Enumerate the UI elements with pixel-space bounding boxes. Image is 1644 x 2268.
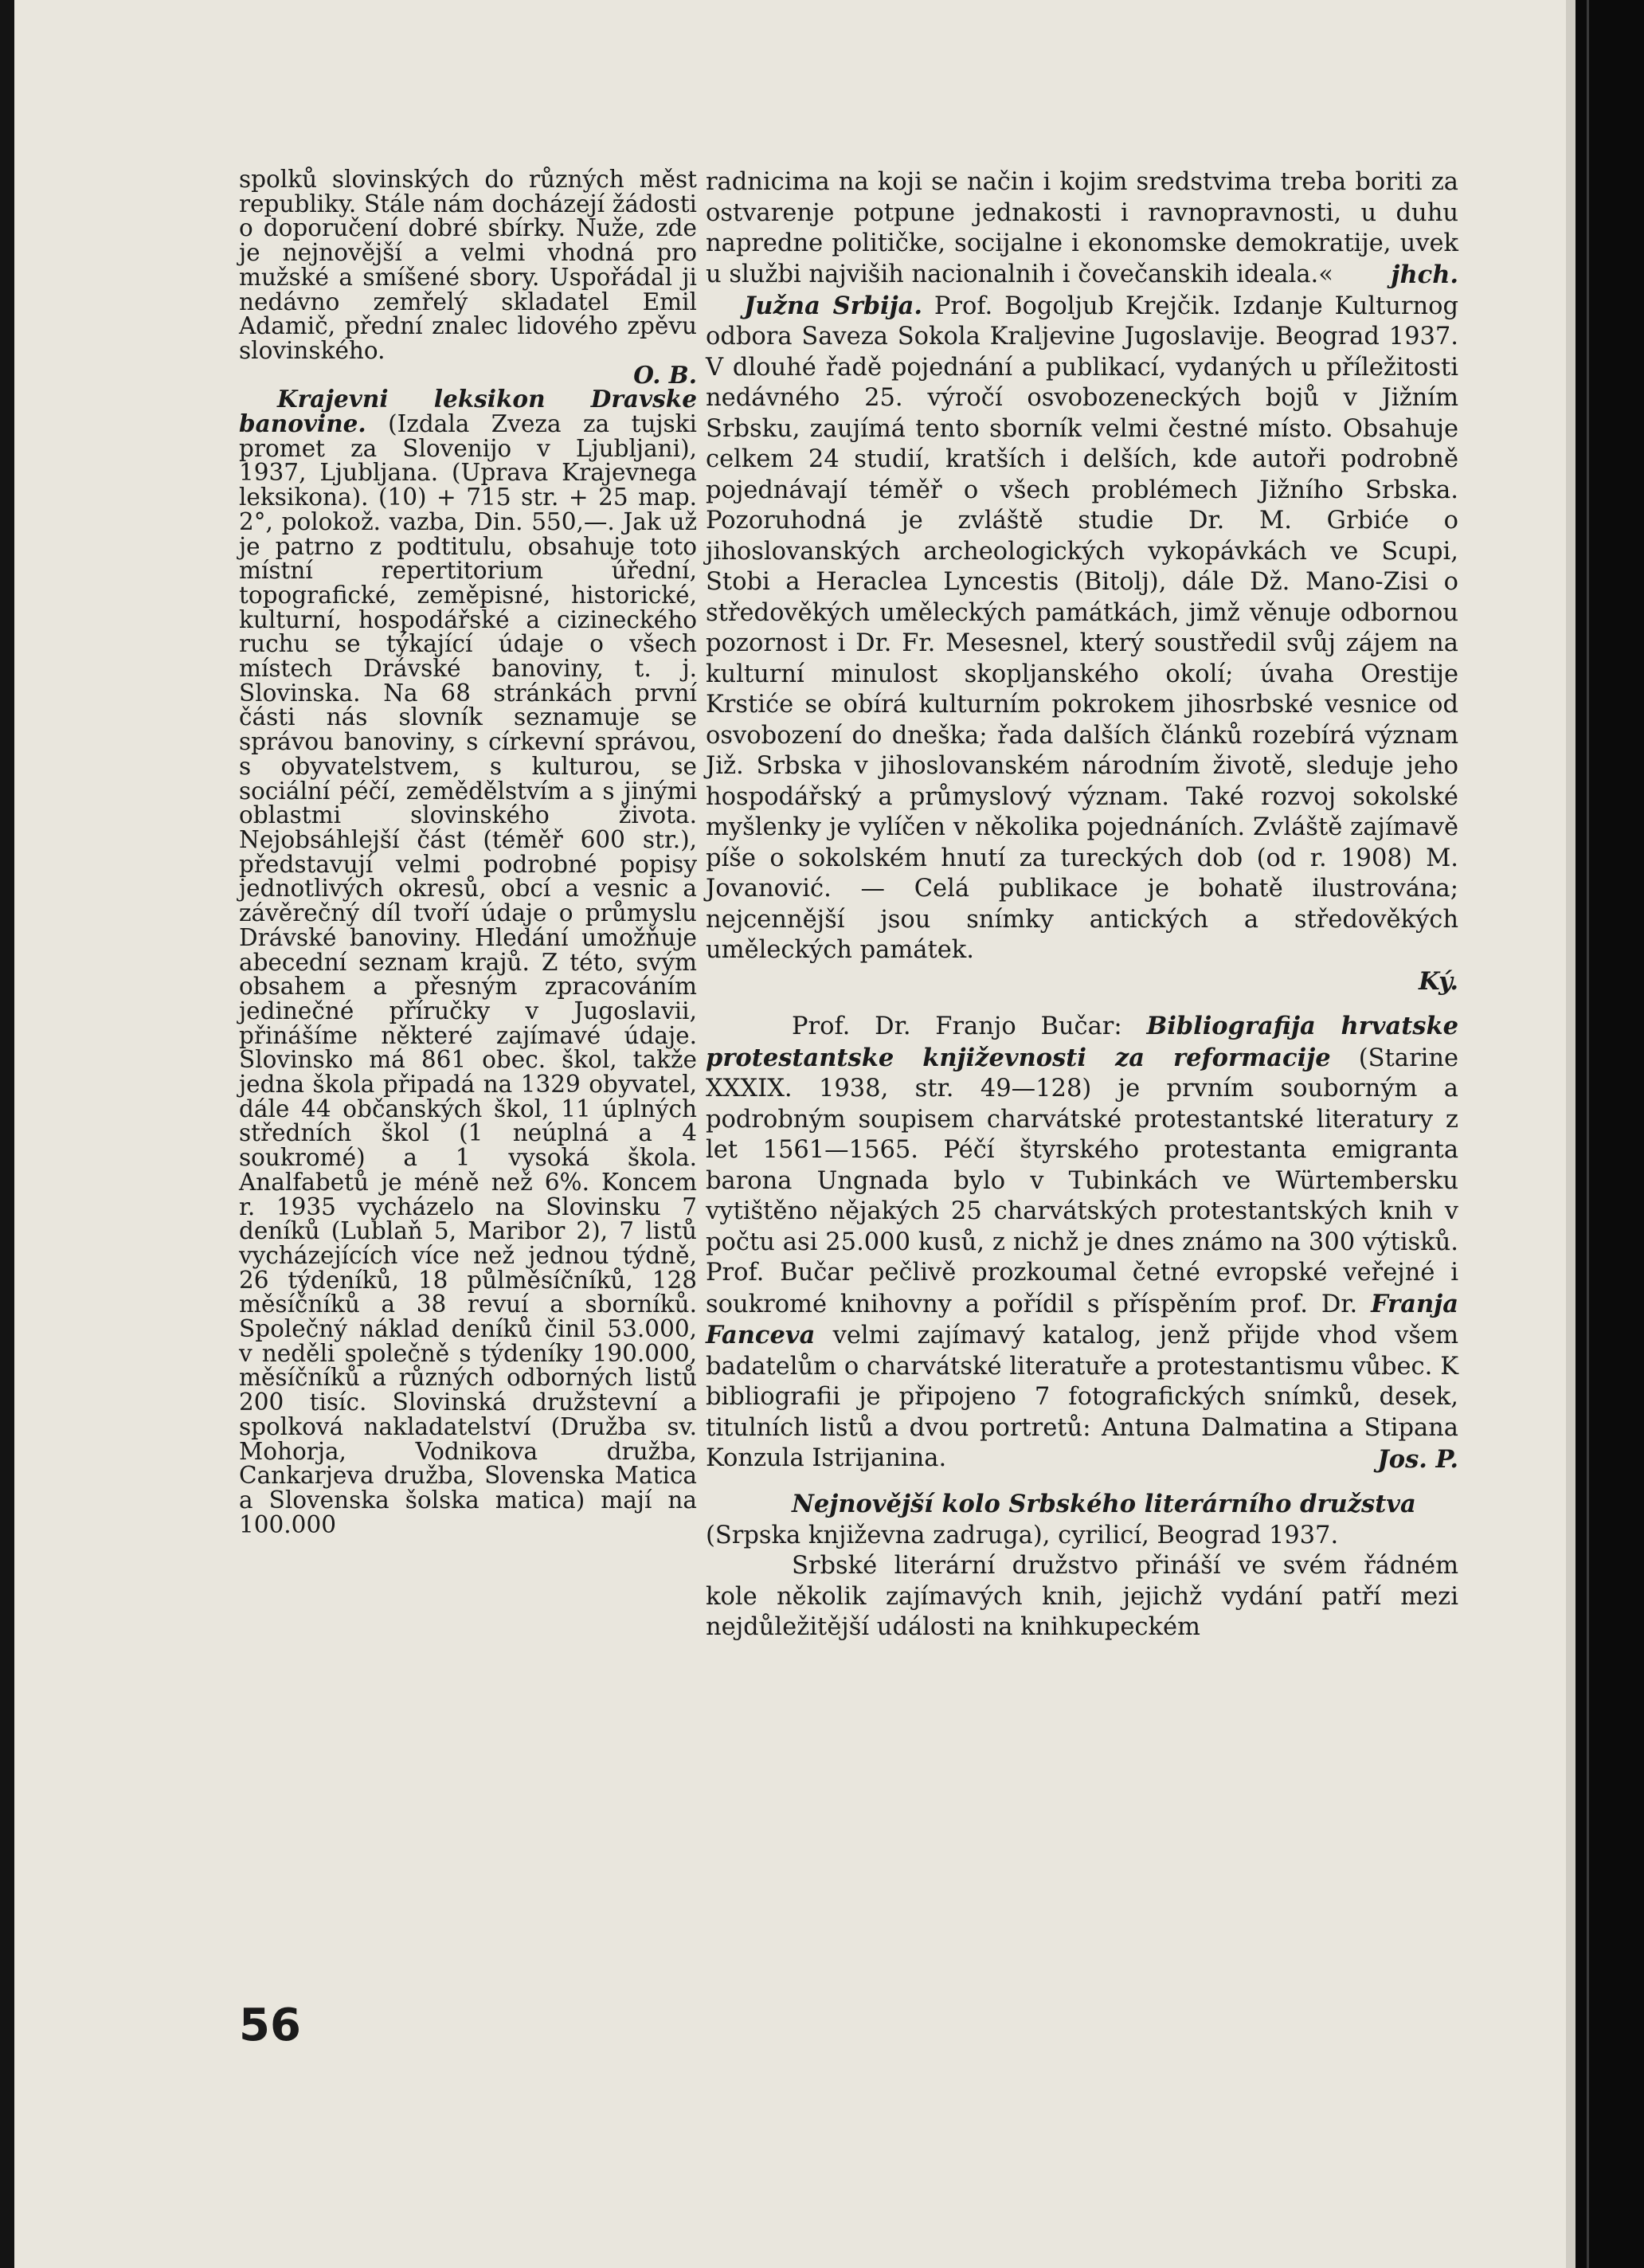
intro-signature: O. B. [633, 360, 697, 389]
left-column [239, 167, 697, 1537]
review-subtitle: (Srpska književna zadruga), cyrilicí, Beograd 1937. [706, 1521, 1339, 1549]
quote-signature: jhch. [1391, 260, 1458, 289]
review-body: (Starine XXXIX. 1938, str. 49—128) je prvním souborným a podrobným soupisem charvátské protestantské literatury z let 1561—1565. Péčí štyrského protestanta emigranta barona Ungnada bylo v Tubinkách ve Würtembersku vytištěno nějakých 25 charvátských protestantských knih v počtu asi 25.000 kusů, z nichž je dnes známo na 300 výtisků. Prof. Bučar pečlivě prozkoumal četné evropské veřejné i soukromé knihovny a pořídil s příspěním prof. Dr. [706, 1044, 1459, 1318]
review-title: Krajevni leksikon Dravske banovine. [239, 385, 697, 438]
review-bibliografija [706, 1011, 1458, 1475]
review-body: Srbské literární družstvo přináší ve svém řádném kole několik zajímavých knih, jejichž vydání patří mezi nejdůležitější události na knihkupeckém [706, 1552, 1458, 1641]
review-author: Prof. Dr. Franjo Bučar: [792, 1013, 1122, 1040]
quote-end-paragraph: radnicima na koji se način i kojim sredstvima treba boriti za ostvarenje potpune jednakosti i ravnopravnosti, u duhu napredne političke, socijalne i ekonomske demokratije, uvek u službi najviših nacionalnih i čovečanskih ideala.« [706, 168, 1458, 288]
book-binding [1576, 0, 1644, 2268]
binding-line [1587, 0, 1589, 2268]
review-signature: Ký. [1419, 966, 1458, 996]
right-column [706, 167, 1458, 1643]
review-krajevni-leksikon [239, 387, 697, 1537]
review-title: Nejnovější kolo Srbského literárního družstva [792, 1490, 1416, 1518]
intro-paragraph: spolků slovinských do různých měst republiky. Stále nám docházejí žádosti o doporučení dobré sbírky. Nuže, zde je nejnovější a velmi vhodná pro mužské a smíšené sbory. Uspořádal ji nedávno zemřelý skladatel Emil Adamič, přední znalec lidového zpěvu slovinského. [239, 166, 697, 364]
page-edge [1566, 0, 1576, 2268]
review-body: Prof. Bogoljub Krejčik. Izdanje Kulturnog odbora Saveza Sokola Kraljevine Jugoslavije. Beograd 1937. V dlouhé řadě pojednání a publikací, vydaných u příležitosti nedávného 25. výročí osvobozeneckých bojů v Jižním Srbsku, zaujímá tento sborník velmi čestné místo. Obsahuje celkem 24 studií, kratších i delších, kde autoři podrobně pojednávají téměř o všech problémech Jižního Srbska. Pozoruhodná je zvláště studie Dr. M. Grbiće o jihoslovanských archeologických vykopávkách ve Scupi, Stobi a Heraclea Lyncestis (Bitolj), dále Dž. Mano-Zisi o středověkých uměleckých památkách, jimž věnuje odbornou pozornost i Dr. Fr. Mesesnel, který soustředil svůj zájem na kulturní minulost skopljanského okolí; úvaha Orestije Krstiće se obírá kulturním pokrokem jihosrbské vesnice od osvobození do dneška; řada dalších článků rozebírá význam Již. Srbska v jihoslovanském národním životě, sleduje jeho hospodářský a průmyslový význam. Také rozvoj sokolské myšlenky je vylíčen v několika pojednáních. Zvláště zajímavě píše o sokolském hnutí za tureckých dob (od r. 1908) M. Jovanović. — Celá publikace je bohatě ilustrována; nejcennější jsou snímky antických a středověkých uměleckých památek. [706, 292, 1458, 964]
review-signature: Jos. P. [1377, 1444, 1458, 1474]
page-number: 56 [239, 2000, 301, 2051]
review-juzna-srbija [706, 291, 1458, 966]
review-body: (Izdala Zveza za tujski promet za Slovenijo v Ljubljani), 1937, Ljubljana. (Uprava Krajevnega leksikona). (10) + 715 str. + 25 map. 2°, polokož. vazba, Din. 550,—. Jak už je patrno z podtitulu, obsahuje toto místní repertitorium úřední, topografické, zeměpisné, historické, kulturní, hospodářské a cizineckého ruchu se týkající údaje o všech místech Drávské banoviny, t. j. Slovinska. Na 68 stránkách první části nás slovník seznamuje se správou banoviny, s církevní správou, s obyvatelstvem, s kulturou, se sociální péčí, zemědělstvím a s jinými oblastmi slovinského života. Nejobsáhlejší část (téměř 600 str.), představují velmi podrobné popisy jednotlivých okresů, obcí a vesnic a závěrečný díl tvoří údaje o průmyslu Drávské banoviny. Hledání umožňuje abecední seznam krajů. Z této, svým obsahem a přesným zpracováním jedinečné příručky v Jugoslavii, přinášíme některé zajímavé údaje. Slovinsko má 861 obec. škol, takže jedna škola připadá na 1329 obyvatel, dále 44 občanských škol, 11 úplných středních škol (1 neúplná a 4 soukromé) a 1 vysoká škola. Analfabetů je méně než 6%. Koncem r. 1935 vycházelo na Slovinsku 7 deníků (Lublaň 5, Maribor 2), 7 listů vycházejících více než jednou týdně, 26 týdeníků, 18 půlměsíčníků, 128 měsíčníků a 38 revuí a sborníků. Společný náklad deníků činil 53.000, v neděli společně s týdeníky 190.000, měsíčníků a různých odborných listů 200 tisíc. Slovinská družstevní a spolková nakladatelství (Družba sv. Mohorja, Vodnikova družba, Cankarjeva družba, Slovenska Matica a Slovenska šolska matica) mají na 100.000 [239, 410, 697, 1538]
review-italic-name: Franja Fanceva [706, 1289, 1458, 1349]
review-title: Južna Srbija. [744, 291, 923, 320]
review-srbsko-druzstvo-title [706, 1489, 1458, 1521]
review-body-cont: velmi zajímavý katalog, jenž přijde vhod všem badatelům o charvátské literatuře a protestantismu vůbec. K bibliografii je připojeno 7 fotografických snímků, desek, titulních listů a dvou portretů: Antuna Dalmatina a Stipana Konzula Istrijanina. [706, 1322, 1458, 1472]
review-title: Bibliografija hrvatske protestantske književnosti za reformacije [706, 1012, 1459, 1072]
